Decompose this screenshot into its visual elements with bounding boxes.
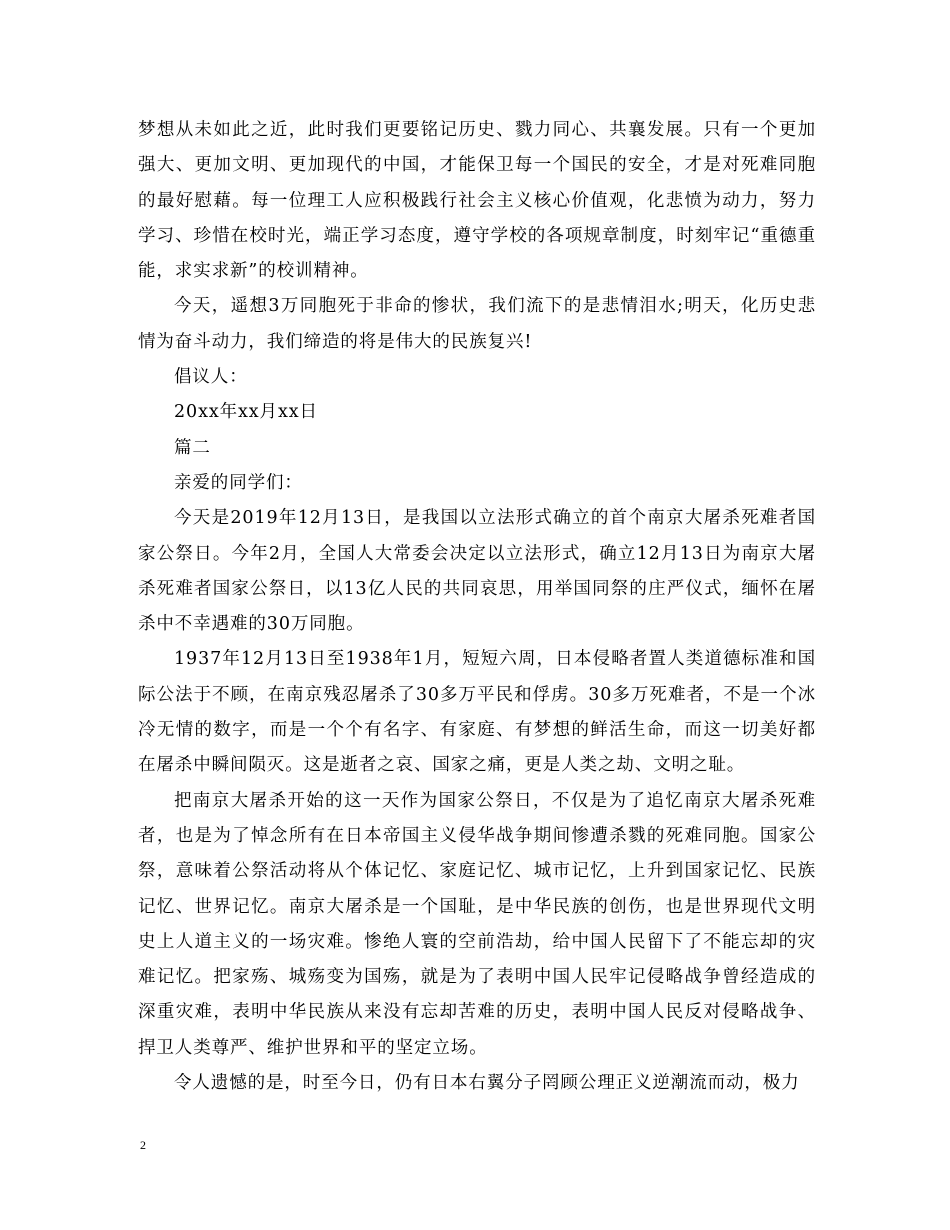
paragraph: 1937年12月13日至1938年1月，短短六周，日本侵略者置人类道德标准和国际公法于不顾，在南京残忍屠杀了30多万平民和俘虏。30多万死难者，不是一个冰冷无情的数字，而是一个个有名字、有家庭、有梦想的鲜活生命，而这一切美好都在屠杀中瞬间陨灭。这是逝者之哀、国家之痛，更是人类之劫、文明之耻。 xyxy=(138,649,816,776)
date-line: 20xx年xx月xx日 xyxy=(174,402,318,423)
paragraph: 今天，遥想3万同胞死于非命的惨状，我们流下的是悲情泪水;明天，化历史悲情为奋斗动力，我们缔造的将是伟大的民族复兴! xyxy=(138,296,816,352)
paragraph: 今天是2019年12月13日，是我国以立法形式确立的首个南京大屠杀死难者国家公祭日。今年2月，全国人大常委会决定以立法形式，确立12月13日为南京大屠杀死难者国家公祭日，以13亿人民的共同哀思，用举国同祭的庄严仪式，缅怀在屠杀中不幸遇难的30万同胞。 xyxy=(138,508,816,635)
page-number: 2 xyxy=(140,1138,146,1152)
paragraph: 令人遗憾的是，时至今日，仍有日本右翼分子罔顾公理正义逆潮流而动，极力 xyxy=(174,1073,800,1094)
salutation: 亲爱的同学们： xyxy=(174,472,303,493)
paragraph: 把南京大屠杀开始的这一天作为国家公祭日，不仅是为了追忆南京大屠杀死难者，也是为了悼念所有在日本帝国主义侵华战争期间惨遭杀戮的死难同胞。国家公祭，意味着公祭活动将从个体记忆、家庭记忆、城市记忆，上升到国家记忆、民族记忆、世界记忆。南京大屠杀是一个国耻，是中华民族的创伤，也是世界现代文明史上人道主义的一场灾难。惨绝人寰的空前浩劫，给中国人民留下了不能忘却的灾难记忆。把家殇、城殇变为国殇，就是为了表明中国人民牢记侵略战争曾经造成的深重灾难，表明中华民族从来没有忘却苦难的历史，表明中国人民反对侵略战争、捍卫人类尊严、维护世界和平的坚定立场。 xyxy=(138,790,816,1058)
document-body xyxy=(138,113,816,1101)
paragraph-continued: 梦想从未如此之近，此时我们更要铭记历史、戮力同心、共襄发展。只有一个更加强大、更加文明、更加现代的中国，才能保卫每一个国民的安全，才是对死难同胞的最好慰藉。每一位理工人应积极践行社会主义核心价值观，化悲愤为动力，努力学习、珍惜在校时光，端正学习态度，遵守学校的各项规章制度，时刻牢记“重德重能，求实求新”的校训精神。 xyxy=(138,120,816,282)
section-heading: 篇二 xyxy=(174,437,211,458)
signature-label: 倡议人： xyxy=(174,367,248,388)
